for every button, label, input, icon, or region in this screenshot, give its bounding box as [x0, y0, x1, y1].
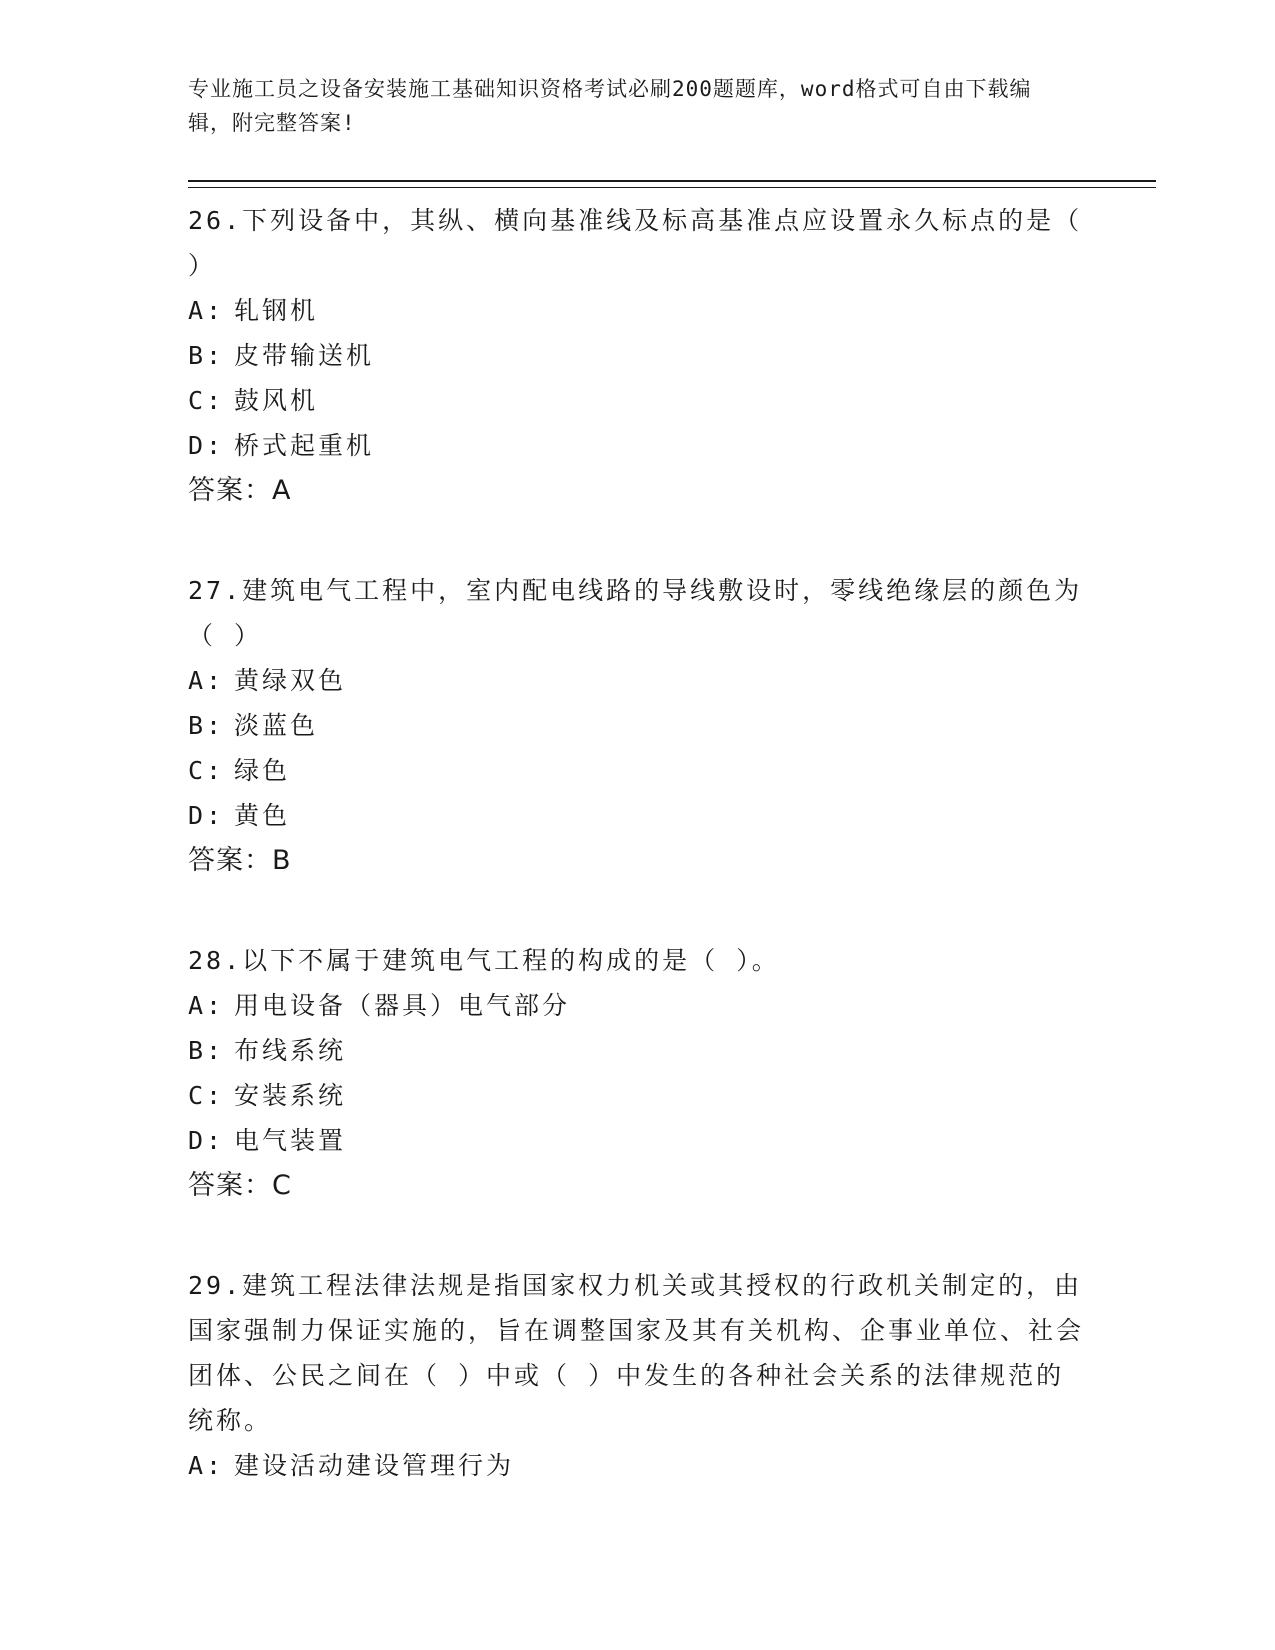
option-letter: C:	[188, 386, 225, 415]
question-28	[188, 938, 1148, 1209]
option-text: 黄绿双色	[234, 666, 347, 695]
option-text: 用电设备（器具）电气部分	[234, 991, 571, 1020]
option-letter: A:	[188, 1451, 225, 1480]
option-b	[188, 333, 1148, 378]
answer-line: 答案：A	[188, 475, 292, 506]
option-text: 电气装置	[234, 1126, 347, 1155]
option-letter: A:	[188, 991, 225, 1020]
option-text: 布线系统	[234, 1036, 347, 1065]
option-text: 桥式起重机	[234, 431, 375, 460]
option-a	[188, 658, 1148, 703]
option-c	[188, 378, 1148, 423]
option-letter: A:	[188, 666, 225, 695]
option-letter: C:	[188, 756, 225, 785]
option-d	[188, 1118, 1148, 1163]
option-a	[188, 983, 1148, 1028]
option-letter: A:	[188, 296, 225, 325]
option-b	[188, 703, 1148, 748]
option-text: 鼓风机	[234, 386, 319, 415]
option-letter: D:	[188, 1126, 225, 1155]
option-letter: B:	[188, 341, 225, 370]
option-d	[188, 793, 1148, 838]
question-stem: 27.建筑电气工程中，室内配电线路的导线敷设时，零线绝缘层的颜色为（ ）	[188, 576, 1083, 650]
question-27	[188, 568, 1148, 884]
option-text: 建设活动建设管理行为	[234, 1451, 515, 1480]
option-letter: B:	[188, 711, 225, 740]
question-26	[188, 198, 1148, 514]
header-divider	[188, 180, 1156, 188]
document-page	[188, 72, 1148, 1542]
option-c	[188, 1073, 1148, 1118]
option-b	[188, 1028, 1148, 1073]
option-letter: B:	[188, 1036, 225, 1065]
option-letter: D:	[188, 801, 225, 830]
question-stem: 29.建筑工程法律法规是指国家权力机关或其授权的行政机关制定的，由国家强制力保证实施的，旨在调整国家及其有关机构、企事业单位、社会团体、公民之间在（ ）中或（ ）中发生的各种社会关系的法律规范的统称。	[188, 1271, 1085, 1435]
option-c	[188, 748, 1148, 793]
option-d	[188, 423, 1148, 468]
option-text: 绿色	[234, 756, 291, 785]
answer-line: 答案：B	[188, 845, 292, 876]
option-text: 安装系统	[234, 1081, 347, 1110]
option-a	[188, 1443, 1148, 1488]
document-header: 专业施工员之设备安装施工基础知识资格考试必刷200题题库，word格式可自由下载编辑，附完整答案!	[188, 77, 1032, 135]
option-text: 皮带输送机	[234, 341, 375, 370]
option-text: 淡蓝色	[234, 711, 319, 740]
question-stem: 28.以下不属于建筑电气工程的构成的是（ ）。	[188, 946, 780, 975]
question-29	[188, 1263, 1148, 1488]
option-a	[188, 288, 1148, 333]
option-letter: D:	[188, 431, 225, 460]
answer-line: 答案：C	[188, 1170, 292, 1201]
option-text: 黄色	[234, 801, 291, 830]
option-text: 轧钢机	[234, 296, 319, 325]
option-letter: C:	[188, 1081, 225, 1110]
question-stem: 26.下列设备中，其纵、横向基准线及标高基准点应设置永久标点的是（ ）	[188, 206, 1083, 280]
